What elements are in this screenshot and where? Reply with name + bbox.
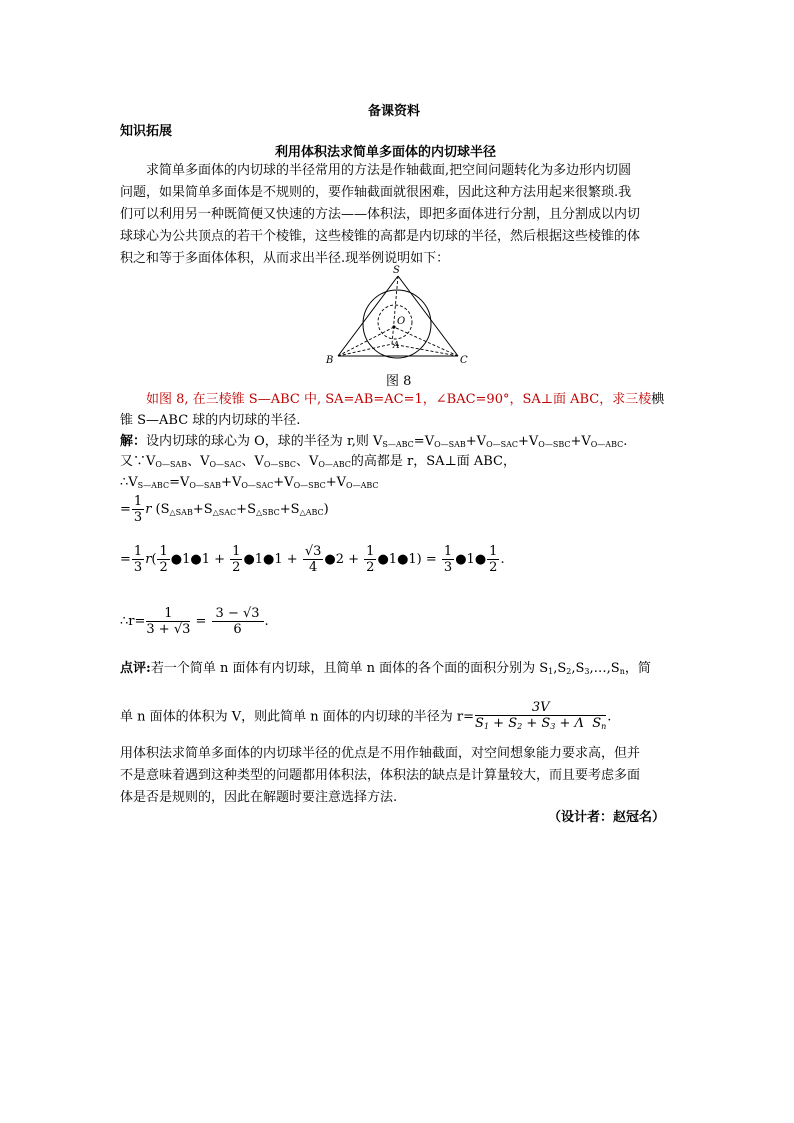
solution-formula-2: = $\frac{1}{3}$ r( $\frac{1}{2}$ ●1●1 + $\frac{1}{2}$ ●1●1 + $\frac{√3}{4}$ ●2 + $\frac{1}{2}$ ●1●1) = $\frac{1}{3}$ ●1● $\frac{1}{2}$ . [120, 544, 505, 575]
section-label: 知识拓展 [120, 124, 173, 139]
label-A: A [393, 341, 400, 351]
figure-tetrahedron [320, 262, 480, 370]
solution-line-3: $\therefore V_{S—ABC}=V_{O—SAB}+V_{O—SAC}+V_{O—SBC}+V_{O—ABC}$ [120, 475, 379, 490]
label-O: O [397, 316, 406, 327]
page-header-title: 备课资料 [368, 104, 421, 119]
intro-line-5: 积之和等于多面体体积，从而求出半径.现举例说明如下： [120, 251, 450, 266]
article-title: 利用体积法求简单多面体的内切球半径 [275, 145, 497, 160]
intro-line-2: 问题，如果简单多面体是不规则的，要作轴截面就很困难，因此这种方法用起来很繁琐.我 [120, 185, 632, 200]
solution-formula-3: ∴r= $\frac{1}{3 + √3}$ = $\frac{3 - √3}{6}$ . [120, 606, 269, 637]
intro-line-4: 球球心为公共顶点的若干个棱锥，这些棱锥的高都是内切球的半径，然后根据这些棱锥的体 [120, 229, 641, 244]
solution-line-2: 又$\because V_{O—SAB}$、$V_{O—SAC}$、$V_{O—SBC}$、$V_{O—ABC}$的高都是 r，SA⊥面 ABC， [120, 454, 517, 469]
solution-formula-1: = $\frac{1}{3}$ r $(S_{\triangle SAB}+S_{\triangle SAC}+S_{\triangle SBC}+S_{\triangle ABC})$ [120, 494, 329, 525]
solution-line-1: 解：设内切球的球心为 O，球的半径为 r,则 $V_{S—ABC}=V_{O—SAB}+V_{O—SAC}+V_{O—SBC}+V_{O—ABC}$. [120, 434, 628, 449]
comment-line-2: 单 n 面体的体积为 V，则此简单 n 面体的内切球的半径为 r= $\frac{3V}{S_1 + S_2 + S_3 + \Lambda S_n}$ . [120, 700, 612, 731]
label-B: B [326, 355, 334, 366]
intro-line-3: 们可以利用另一种既简便又快速的方法——体积法，即把多面体进行分割，且分割成以内切 [120, 207, 641, 222]
label-C: C [460, 355, 468, 366]
intro-line-1: 求简单多面体的内切球的半径常用的方法是作轴截面,把空间问题转化为多边形内切圆 [146, 163, 632, 178]
conclusion-line-2: 不是意味着遇到这种类型的问题都用体积法，体积法的缺点是计算量较大，而且要考虑多面 [120, 768, 641, 783]
label-S: S [393, 265, 400, 276]
example-line-1: 如图 8, 在三棱锥 S—ABC 中, SA=AB=AC=1，∠BAC=90°，SA⊥面 ABC，求三棱椣 [146, 392, 665, 407]
conclusion-line-1: 用体积法求简单多面体的内切球半径的优点是不用作轴截面，对空间想象能力要求高，但并 [120, 746, 641, 761]
conclusion-line-3: 体是否是规则的，因此在解题时要注意选择方法. [120, 790, 398, 805]
figure-caption: 图 8 [386, 374, 412, 389]
designer-credit: （设计者：赵冠名） [548, 810, 666, 825]
example-line-2: 锥 S—ABC 球的内切球的半径. [120, 413, 301, 428]
comment-line-1: 点评:若一个简单 n 面体有内切球，且简单 n 面体的各个面的面积分别为 $S_1,S_2,S_3,\dots,S_n$，简 [120, 661, 651, 676]
